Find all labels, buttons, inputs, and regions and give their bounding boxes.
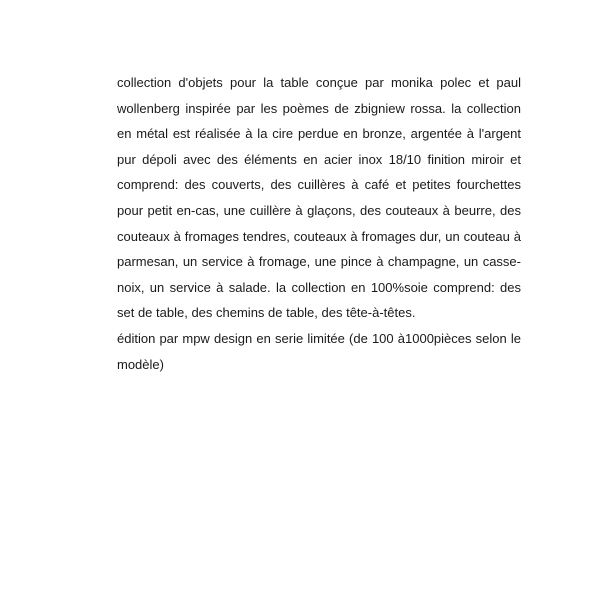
description-paragraph: collection d'objets pour la table conçue par monika polec et paul wollenberg inspirée par les poèmes de zbigniew rossa. la collection en métal est réalisée à la cire perdue en bronze, argentée à l'argent pur dépoli avec des éléments en acier inox 18/10 finition miroir et comprend: des couverts, des cuillères à café et petites fourchettes pour petit en-cas, une cuillère à glaçons, des couteaux à beurre, des couteaux à fromages tendres, couteaux à fromages dur, un couteau à parmesan, un service à fromage, une pince à champagne, un casse-noix, un service à salade. la collection en 100%soie comprend: des set de table, des chemins de table, des tête-à-têtes. [117,75,521,321]
document-body [117,70,521,377]
edition-paragraph: édition par mpw design en serie limitée (de 100 à1000pièces selon le modèle) [117,330,521,372]
